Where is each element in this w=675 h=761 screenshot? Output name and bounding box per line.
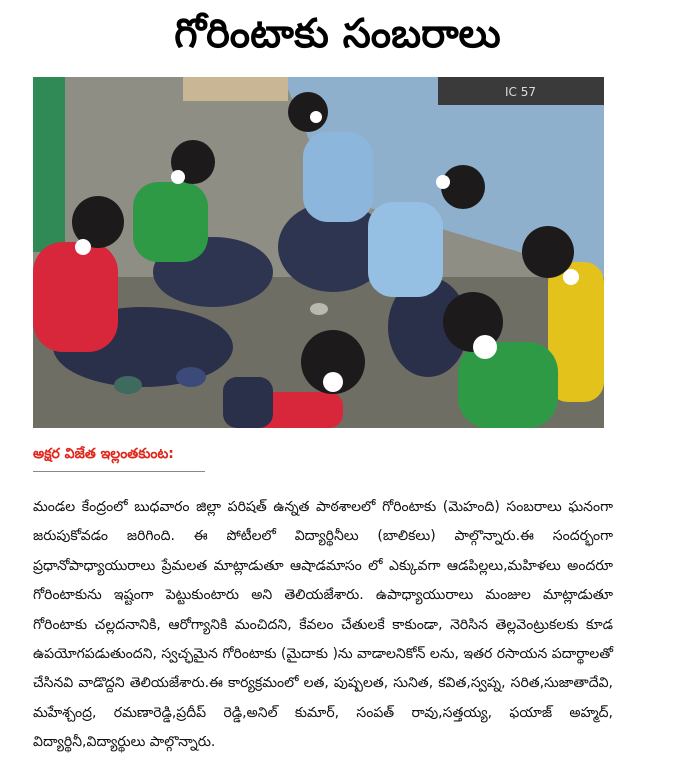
girl-head: [288, 92, 328, 132]
hair-flower: [563, 269, 579, 285]
henna-bowl: [310, 303, 328, 315]
hair-flower: [323, 372, 343, 392]
henna-bowl: [114, 376, 142, 394]
hair-flower: [473, 335, 497, 359]
hair-flower: [75, 239, 91, 255]
bench: [183, 77, 288, 101]
girl-shirt-green: [133, 182, 208, 262]
hair-flower: [436, 175, 450, 189]
byline-divider: [33, 471, 205, 472]
article-body: మండల కేంద్రంలో బుధవారం జిల్లా పరిషత్ ఉన్నత పాఠశాలలో గోరింటాకు (మెహంది) సంబరాలు ఘనంగా జరుపుకోవడం జరిగింది. ఈ పోటీలలో విద్యార్థినీలు (బాలికలు) పాల్గొన్నారు.ఈ సందర్భంగా ప్రధానోపాధ్యాయురాలు ప్రేమలత మాట్లాడుతూ ఆషాడమాసం లో ఎక్కువగా ఆడపిల్లలు,మహిళలు అందరూ గోరింటాకును ఇష్టంగా పెట్టుకుంటారు అని తెలియజేశారు. ఉపాధ్యాయురాలు మంజుల మాట్లాడుతూ గోరింటాకు చల్లదనానికి, ఆరోగ్యానికి మంచిదని, కేవలం చేతులకే కాకుండా, నెరిసిన తెల్లవెంట్రుకలకు కూడ ఉపయోగపడుతుందని, స్వచ్ఛమైన గోరింటాకు (మైదాకు )ను వాడాలనికోన్ లను, ఇతర రసాయన పదార్థాలతో చేసినవి వాడొద్దని తెలియజేశారు.ఈ కార్యక్రమంలో లత, పుష్పలత, సునిత, కవిత,స్వప్న, సరిత,సుజాతాదేవి, మహేశ్చంద్ర, రమణారెడ్డి,ప్రదీప్ రెడ్డి,అనిల్ కుమార్, సంపత్ రావు,సత్తయ్య, ఫయాజ్ అహ్మద్, విద్యార్థినీ,విద్యార్థులు పాల్గొన్నారు.: [33, 499, 613, 751]
hair-flower: [310, 111, 322, 123]
girl-shirt-green: [458, 342, 558, 428]
girl-head: [522, 226, 574, 278]
news-photo: [33, 77, 604, 428]
wall-text: IC 57: [505, 85, 537, 99]
headline: గోరింటాకు సంబరాలు: [174, 11, 501, 57]
hair-flower: [171, 170, 185, 184]
girl-shirt-blue: [368, 202, 443, 297]
henna-bowl: [176, 367, 206, 387]
photo-illustration: [33, 77, 604, 428]
girl-shirt-blue: [303, 132, 373, 222]
byline: అక్షర విజేత ఇల్లంతకుంట:: [33, 446, 174, 462]
green-door: [33, 77, 65, 252]
girl-shirt-red: [33, 242, 118, 352]
girl-skirt: [223, 377, 273, 428]
